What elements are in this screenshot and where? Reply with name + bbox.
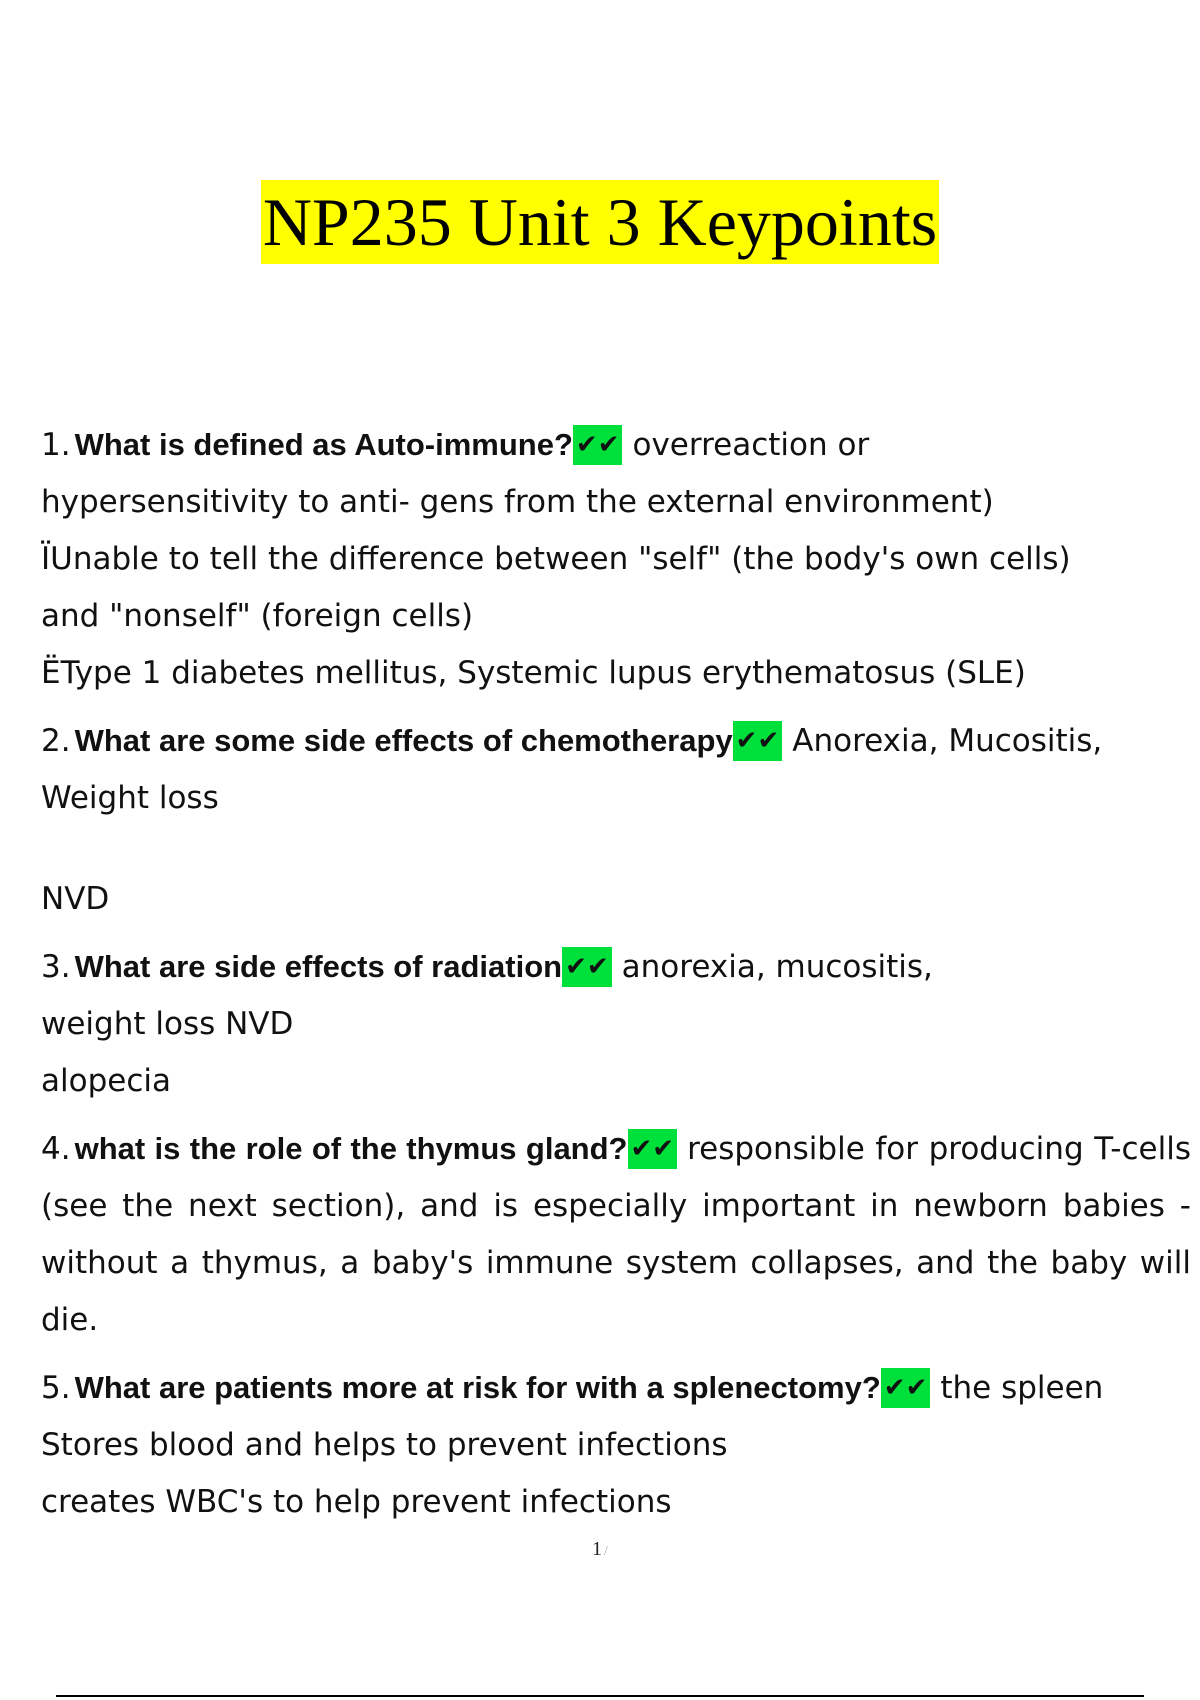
answer-line: anorexia, mucositis, [621,949,933,985]
answer-line: weight loss NVD [41,1006,294,1042]
page-number [0,1538,1200,1561]
check-icon: ✔✔ [733,721,783,761]
answer-line: Weight loss [41,780,219,816]
footer-divider [56,1695,1144,1697]
qa-item-2 [41,712,1191,928]
question-text: What are side effects of radiation [74,949,563,984]
question-text: What are some side effects of chemotherapy [74,723,733,758]
answer-line: ËType 1 diabetes mellitus, Systemic lupus erythematosus (SLE) [41,655,1026,691]
answer-line: alopecia [41,1063,171,1099]
qa-item-3 [41,938,1191,1110]
item-number: 4. [41,1131,71,1167]
answer-line: hypersensitivity to anti- gens from the external environment) [41,484,994,520]
answer-line: and "nonself" (foreign cells) [41,598,474,634]
answer-line: Anorexia, Mucositis, [792,723,1103,759]
question-text: What is defined as Auto-immune? [74,427,573,462]
item-number: 3. [41,949,71,985]
qa-item-4 [41,1120,1191,1349]
answer-text: responsible for producing T-cells (see the next section), and is especially important in newborn babies - without a thymus, a baby's immune system collapses, and the baby will die. [41,1131,1191,1338]
document-body [41,416,1191,1541]
document-title: NP235 Unit 3 Keypoints [261,180,939,264]
qa-item-5 [41,1359,1191,1531]
question-text: what is the role of the thymus gland? [74,1131,628,1166]
answer-line: overreaction or [632,427,870,463]
item-number: 2. [41,723,71,759]
item-number: 5. [41,1370,71,1406]
page-number-separator: / [604,1544,608,1559]
check-icon: ✔✔ [628,1129,678,1169]
answer-line: Stores blood and helps to prevent infections [41,1427,728,1463]
page-number-value: 1 [592,1538,603,1560]
question-text: What are patients more at risk for with a splenectomy? [74,1370,881,1405]
answer-line: creates WBC's to help prevent infections [41,1484,672,1520]
qa-item-1 [41,416,1191,702]
title-wrapper [0,180,1200,264]
blank-line [41,827,1191,871]
check-icon: ✔✔ [573,425,623,465]
check-icon: ✔✔ [562,947,612,987]
check-icon: ✔✔ [881,1368,931,1408]
item-number: 1. [41,427,71,463]
answer-line: NVD [41,881,110,917]
answer-line: ÏUnable to tell the difference between "self" (the body's own cells) [41,541,1071,577]
answer-line: the spleen [940,1370,1104,1406]
